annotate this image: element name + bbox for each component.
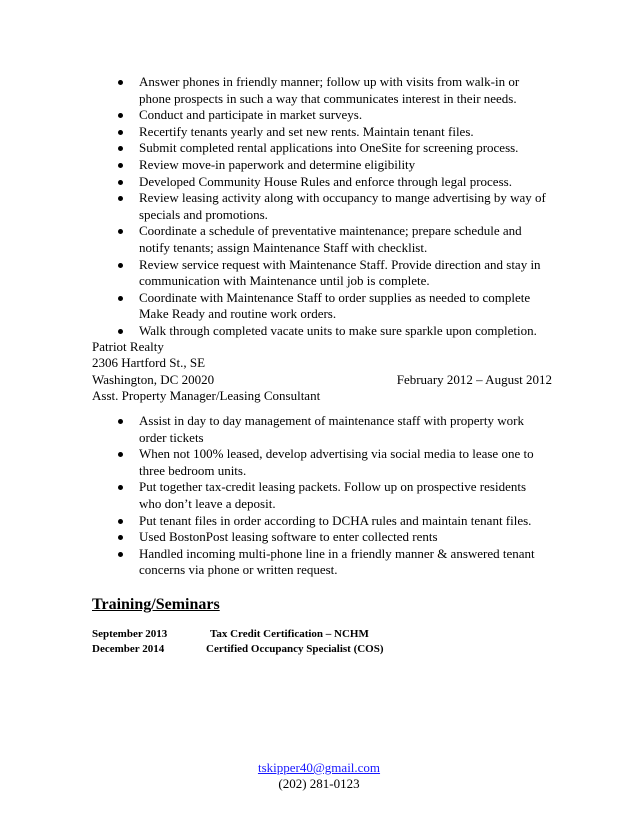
employer-name: Patriot Realty xyxy=(92,339,164,354)
employment-dates: February 2012 – August 2012 xyxy=(396,371,552,387)
employer-address-line1: 2306 Hartford St., SE xyxy=(92,355,206,371)
responsibilities-list-1 xyxy=(106,74,546,340)
list-item: Review service request with Maintenance Staff. Provide direction and stay in communication with Maintenance until job is complete. xyxy=(106,257,546,290)
list-item: Coordinate a schedule of preventative maintenance; prepare schedule and notify tenants; assign Maintenance Staff with checklist. xyxy=(106,223,546,256)
list-item: Assist in day to day management of maintenance staff with property work order tickets xyxy=(106,413,546,446)
list-item: Coordinate with Maintenance Staff to order supplies as needed to complete Make Ready and routine work orders. xyxy=(106,290,546,323)
training-date: September 2013 xyxy=(92,628,168,640)
employer-address-line2: Washington, DC 20020 xyxy=(92,371,215,387)
list-item: Conduct and participate in market surveys. xyxy=(106,107,546,124)
list-item: Used BostonPost leasing software to enter collected rents xyxy=(106,529,546,546)
list-item: Walk through completed vacate units to make sure sparkle upon completion. xyxy=(106,323,546,340)
list-item: Put tenant files in order according to DCHA rules and maintain tenant files. xyxy=(106,513,546,530)
email-link[interactable]: tskipper40@gmail.com xyxy=(257,760,381,775)
employer-address-line2-row xyxy=(92,372,552,388)
training-name: Certified Occupancy Specialist (COS) xyxy=(206,643,384,655)
employer-block xyxy=(92,339,552,405)
training-date: December 2014 xyxy=(92,643,165,655)
job-title: Asst. Property Manager/Leasing Consultant xyxy=(92,388,321,404)
phone-number: (202) 281-0123 xyxy=(278,776,360,791)
list-item: When not 100% leased, develop advertising via social media to lease one to three bedroom units. xyxy=(106,446,546,479)
list-item: Recertify tenants yearly and set new rents. Maintain tenant files. xyxy=(106,124,546,141)
list-item: Review move-in paperwork and determine eligibility xyxy=(106,157,546,174)
list-item: Handled incoming multi-phone line in a friendly manner & answered tenant concerns via phone or written request. xyxy=(106,546,546,579)
list-item: Review leasing activity along with occupancy to mange advertising by way of specials and promotions. xyxy=(106,190,546,223)
training-entry xyxy=(92,643,384,655)
list-item: Developed Community House Rules and enforce through legal process. xyxy=(106,174,546,191)
training-heading: Training/Seminars xyxy=(92,596,220,613)
training-name: Tax Credit Certification – NCHM xyxy=(210,628,369,640)
list-item: Submit completed rental applications into OneSite for screening process. xyxy=(106,140,546,157)
training-entry xyxy=(92,628,369,640)
responsibilities-list-2 xyxy=(106,413,546,579)
list-item: Answer phones in friendly manner; follow up with visits from walk-in or phone prospects in such a way that communicates interest in their needs. xyxy=(106,74,546,107)
list-item: Put together tax-credit leasing packets. Follow up on prospective residents who don’t leave a deposit. xyxy=(106,479,546,512)
